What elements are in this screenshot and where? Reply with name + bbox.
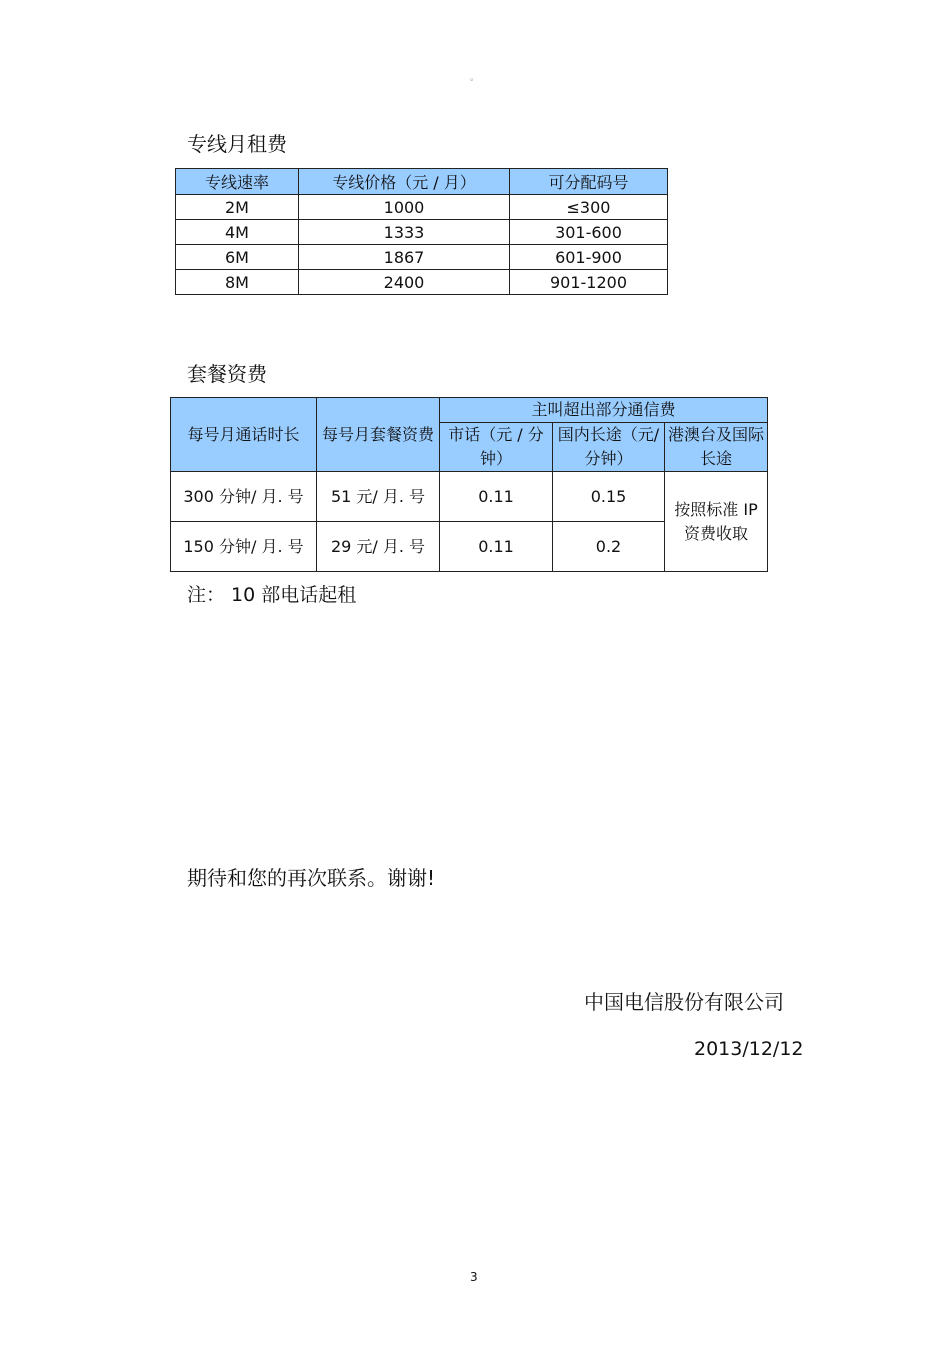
cell-rate: 2M	[176, 195, 299, 220]
header-international: 港澳台及国际长途	[665, 423, 768, 472]
header-price: 专线价格（元 / 月）	[299, 169, 510, 195]
package-table	[170, 397, 768, 572]
table-row	[176, 245, 668, 270]
cell-rate: 8M	[176, 270, 299, 295]
cell-numbers: ≤300	[510, 195, 668, 220]
closing-text: 期待和您的再次联系。谢谢!	[187, 866, 436, 890]
header-local: 市话（元 / 分钟）	[440, 423, 553, 472]
table-row	[171, 472, 768, 522]
cell-price: 2400	[299, 270, 510, 295]
note-text: 注： 10 部电话起租	[187, 584, 357, 606]
header-numbers: 可分配码号	[510, 169, 668, 195]
table-header-row	[176, 169, 668, 195]
header-fee: 每号月套餐资费	[317, 398, 440, 472]
cell-numbers: 301-600	[510, 220, 668, 245]
header-overage-group: 主叫超出部分通信费	[440, 398, 768, 423]
cell-price: 1333	[299, 220, 510, 245]
cell-domestic: 0.2	[553, 522, 665, 572]
cell-minutes: 150 分钟/ 月. 号	[171, 522, 317, 572]
cell-local: 0.11	[440, 472, 553, 522]
cell-fee: 51 元/ 月. 号	[317, 472, 440, 522]
cell-numbers: 601-900	[510, 245, 668, 270]
document-date: 2013/12/12	[694, 1038, 804, 1060]
header-domestic: 国内长途（元/ 分钟）	[553, 423, 665, 472]
cell-international: 按照标准 IP 资费收取	[665, 472, 768, 572]
cell-rate: 4M	[176, 220, 299, 245]
page-number: 3	[470, 1270, 478, 1284]
cell-price: 1867	[299, 245, 510, 270]
cell-fee: 29 元/ 月. 号	[317, 522, 440, 572]
company-name: 中国电信股份有限公司	[584, 990, 784, 1014]
cell-numbers: 901-1200	[510, 270, 668, 295]
header-mark: 。	[470, 73, 480, 83]
cell-price: 1000	[299, 195, 510, 220]
header-minutes: 每号月通话时长	[171, 398, 317, 472]
header-rate: 专线速率	[176, 169, 299, 195]
cell-domestic: 0.15	[553, 472, 665, 522]
cell-rate: 6M	[176, 245, 299, 270]
table-row	[176, 220, 668, 245]
cell-minutes: 300 分钟/ 月. 号	[171, 472, 317, 522]
table-row	[176, 270, 668, 295]
section-title-package: 套餐资费	[187, 362, 267, 386]
cell-local: 0.11	[440, 522, 553, 572]
table-row	[176, 195, 668, 220]
section-title-leased-line: 专线月租费	[187, 132, 287, 156]
table-header-row	[171, 398, 768, 423]
leased-line-table	[175, 168, 668, 295]
